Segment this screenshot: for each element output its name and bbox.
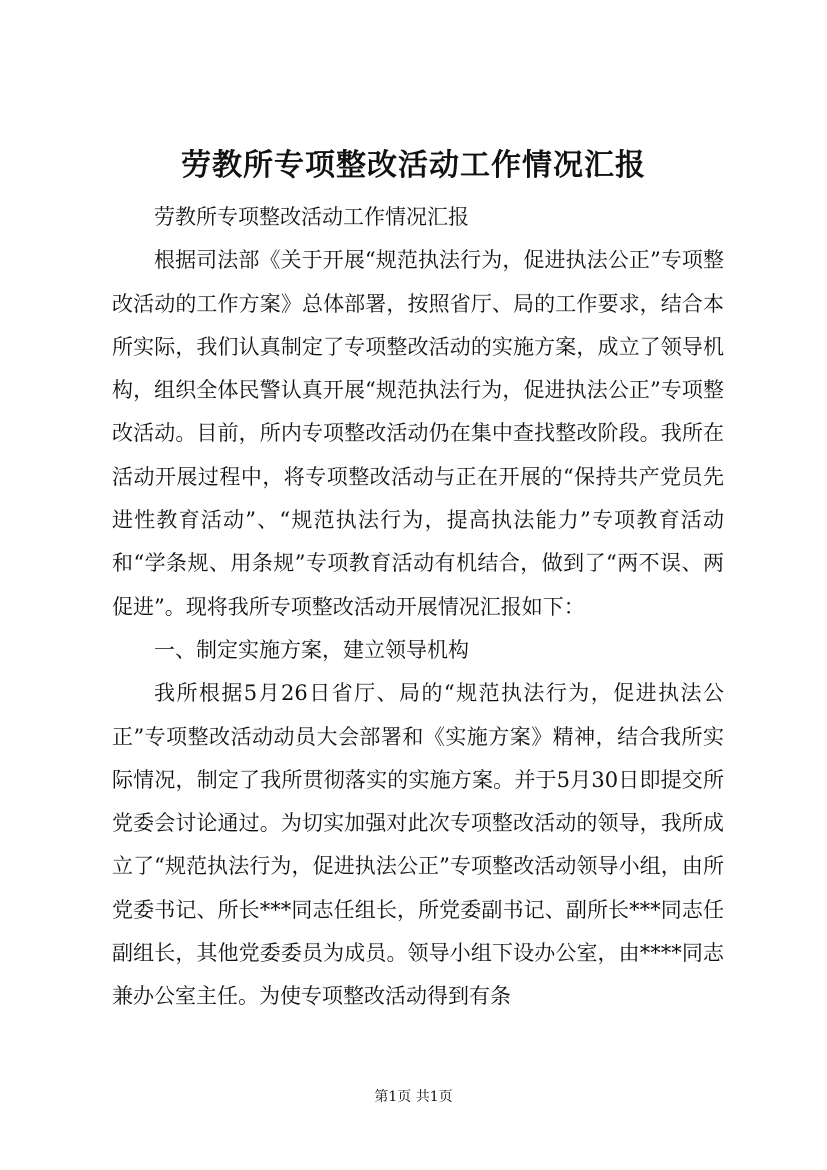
document-body — [112, 196, 724, 1019]
page-footer: 第1页 共1页 — [374, 1089, 453, 1105]
document-title: 劳教所专项整改活动工作情况汇报 — [181, 148, 646, 183]
intro-paragraph: 根据司法部《关于开展“规范执法行为，促进执法公正”专项整改活动的工作方案》总体部署，按照省厅、局的工作要求，结合本所实际，我们认真制定了专项整改活动的实施方案，成立了领导机构，组织全体民警认真开展“规范执法行为，促进执法公正”专项整改活动。目前，所内专项整改活动仍在集中查找整改阶段。我所在活动开展过程中，将专项整改活动与正在开展的“保持共产党员先进性教育活动”、“规范执法行为，提高执法能力”专项教育活动和“学条规、用条规”专项教育活动有机结合，做到了“两不误、两促进”。现将我所专项整改活动开展情况汇报如下： — [112, 248, 724, 619]
subtitle-paragraph: 劳教所专项整改活动工作情况汇报 — [154, 205, 469, 229]
section-heading: 一、制定实施方案，建立领导机构 — [154, 637, 469, 662]
section-paragraph: 我所根据5月26日省厅、局的“规范执法行为，促进执法公正”专项整改活动动员大会部署和《实施方案》精神，结合我所实际情况，制定了我所贯彻落实的实施方案。并于5月30日即提交所党委会讨论通过。为切实加强对此次专项整改活动的领导，我所成立了“规范执法行为，促进执法公正”专项整改活动领导小组，由所党委书记、所长***同志任组长，所党委副书记、副所长***同志任副组长，其他党委委员为成员。领导小组下设办公室，由****同志兼办公室主任。为使专项整改活动得到有条 — [112, 681, 724, 1009]
